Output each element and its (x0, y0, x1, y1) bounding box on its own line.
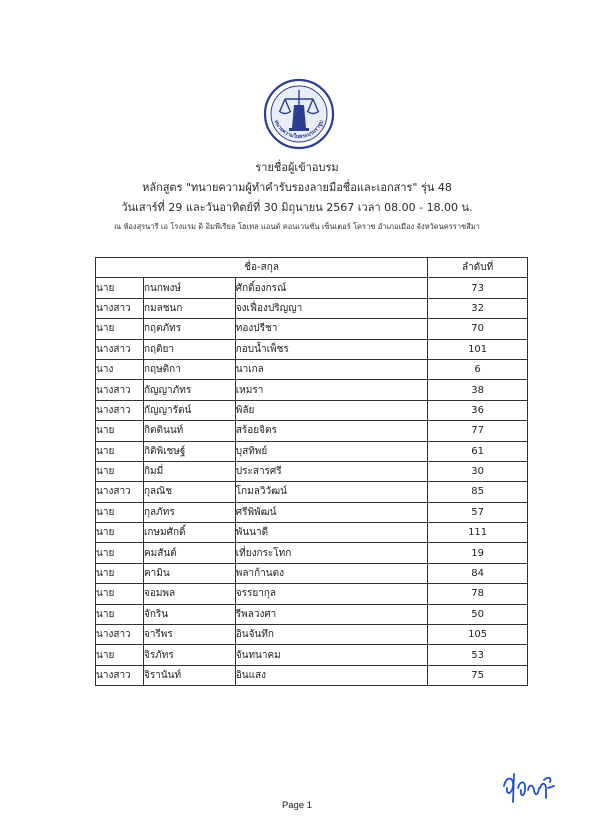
title-cell: นางสาว (96, 482, 144, 502)
number-cell: 61 (428, 441, 528, 461)
number-cell: 75 (428, 665, 528, 685)
table-row (96, 482, 528, 502)
number-cell: 19 (428, 543, 528, 563)
number-cell: 57 (428, 502, 528, 522)
title-cell: นางสาว (96, 400, 144, 420)
title-cell: นาย (96, 441, 144, 461)
last-name-cell: จงเฟื่องปริญญา (235, 298, 427, 318)
first-name-cell: กฤติยา (143, 339, 235, 359)
number-cell: 78 (428, 584, 528, 604)
last-name-cell: เที่ยงกระโทก (235, 543, 427, 563)
title-cell: นาย (96, 461, 144, 481)
last-name-cell: เหมรา (235, 380, 427, 400)
title-cell: นาย (96, 278, 144, 298)
last-name-cell: พลาก้านตง (235, 563, 427, 583)
table-row (96, 645, 528, 665)
first-name-cell: จิรภัทร (143, 645, 235, 665)
last-name-cell: สร้อยจิตร (235, 421, 427, 441)
first-name-cell: กัญญาภัทร (143, 380, 235, 400)
last-name-cell: จันทนาคม (235, 645, 427, 665)
number-cell: 101 (428, 339, 528, 359)
title-cell: นางสาว (96, 625, 144, 645)
table-row (96, 339, 528, 359)
column-header-number: ลำดับที่ (428, 258, 528, 278)
title-cell: นางสาว (96, 380, 144, 400)
title-cell: นางสาว (96, 298, 144, 318)
number-cell: 111 (428, 523, 528, 543)
title-cell: นาย (96, 645, 144, 665)
table-row (96, 665, 528, 685)
first-name-cell: คมสันต์ (143, 543, 235, 563)
number-cell: 73 (428, 278, 528, 298)
first-name-cell: กุลณิช (143, 482, 235, 502)
first-name-cell: จิรานันท์ (143, 665, 235, 685)
number-cell: 53 (428, 645, 528, 665)
first-name-cell: คามิน (143, 563, 235, 583)
table-row (96, 278, 528, 298)
number-cell: 84 (428, 563, 528, 583)
page-number: Page 1 (281, 800, 313, 811)
column-header-name: ชื่อ-สกุล (96, 258, 428, 278)
title-cell: นาย (96, 523, 144, 543)
last-name-cell: ประสารศรี (235, 461, 427, 481)
table-row (96, 563, 528, 583)
table-row (96, 461, 528, 481)
last-name-cell: ศักดิ์องกรณ์ (235, 278, 427, 298)
last-name-cell: ทองปรีชา (235, 319, 427, 339)
table-row (96, 400, 528, 420)
first-name-cell: กฤตภัทร (143, 319, 235, 339)
first-name-cell: เกษมศักดิ์ (143, 523, 235, 543)
table-row (96, 380, 528, 400)
table-row (96, 502, 528, 522)
number-cell: 36 (428, 400, 528, 420)
title-cell: นาง (96, 359, 144, 379)
title-cell: นาย (96, 319, 144, 339)
course-title: หลักสูตร "ทนายความผู้ทำคำรับรองลายมือชื่อและเอกสาร" รุ่น 48 (142, 181, 452, 194)
first-name-cell: กัญญารัตน์ (143, 400, 235, 420)
first-name-cell: กิตตินนท์ (143, 421, 235, 441)
table-row (96, 584, 528, 604)
title-cell: นาย (96, 563, 144, 583)
number-cell: 50 (428, 604, 528, 624)
table-row (96, 543, 528, 563)
last-name-cell: นาเกล (235, 359, 427, 379)
number-cell: 6 (428, 359, 528, 379)
table-header-row (96, 258, 528, 278)
number-cell: 70 (428, 319, 528, 339)
last-name-cell: บุสทิพย์ (235, 441, 427, 461)
lawyers-council-seal-logo (263, 78, 335, 150)
course-date-time: วันเสาร์ที่ 29 และวันอาทิตย์ที่ 30 มิถุนายน 2567 เวลา 08.00 - 18.00 น. (121, 201, 473, 214)
last-name-cell: พิลัย (235, 400, 427, 420)
last-name-cell: กอบน้ำเพ็ชร (235, 339, 427, 359)
first-name-cell: กิมมี่ (143, 461, 235, 481)
number-cell: 32 (428, 298, 528, 318)
number-cell: 38 (428, 380, 528, 400)
last-name-cell: ศรีพิพัฒน์ (235, 502, 427, 522)
table-row (96, 604, 528, 624)
document-title: รายชื่อผู้เข้าอบรม (255, 161, 339, 174)
last-name-cell: จรรยากุล (235, 584, 427, 604)
first-name-cell: กฤษติกา (143, 359, 235, 379)
table-row (96, 523, 528, 543)
table-row (96, 298, 528, 318)
number-cell: 105 (428, 625, 528, 645)
first-name-cell: กิติพิเชษฐ์ (143, 441, 235, 461)
number-cell: 30 (428, 461, 528, 481)
last-name-cell: โกมลวิวัฒน์ (235, 482, 427, 502)
number-cell: 85 (428, 482, 528, 502)
first-name-cell: จอมพล (143, 584, 235, 604)
first-name-cell: กุลภัทร (143, 502, 235, 522)
table-row (96, 319, 528, 339)
last-name-cell: รีพลวงศา (235, 604, 427, 624)
first-name-cell: กนกพงษ์ (143, 278, 235, 298)
first-name-cell: กมลชนก (143, 298, 235, 318)
table-row (96, 625, 528, 645)
number-cell: 77 (428, 421, 528, 441)
last-name-cell: อินจันทึก (235, 625, 427, 645)
title-cell: นางสาว (96, 665, 144, 685)
attendee-table (95, 257, 528, 686)
last-name-cell: อินแสง (235, 665, 427, 685)
title-cell: นาย (96, 543, 144, 563)
attendee-table-body (96, 278, 528, 686)
course-venue: ณ ห้องสุรนารี เอ โรงแรม ดิ อิมพีเรียล โฮเทล แอนด์ คอนเวนชั่น เซ็นเตอร์ โคราช อำเภอเมือง จังหวัดนครราชสีมา (114, 222, 480, 231)
last-name-cell: พันนาดี (235, 523, 427, 543)
table-row (96, 359, 528, 379)
table-row (96, 421, 528, 441)
title-cell: นาย (96, 604, 144, 624)
seal-text: ทนายความในพระบรมราชูป (272, 119, 326, 141)
title-cell: นาย (96, 502, 144, 522)
first-name-cell: จารีพร (143, 625, 235, 645)
first-name-cell: จักริน (143, 604, 235, 624)
title-cell: นาย (96, 421, 144, 441)
title-cell: นาย (96, 584, 144, 604)
title-cell: นางสาว (96, 339, 144, 359)
table-row (96, 441, 528, 461)
